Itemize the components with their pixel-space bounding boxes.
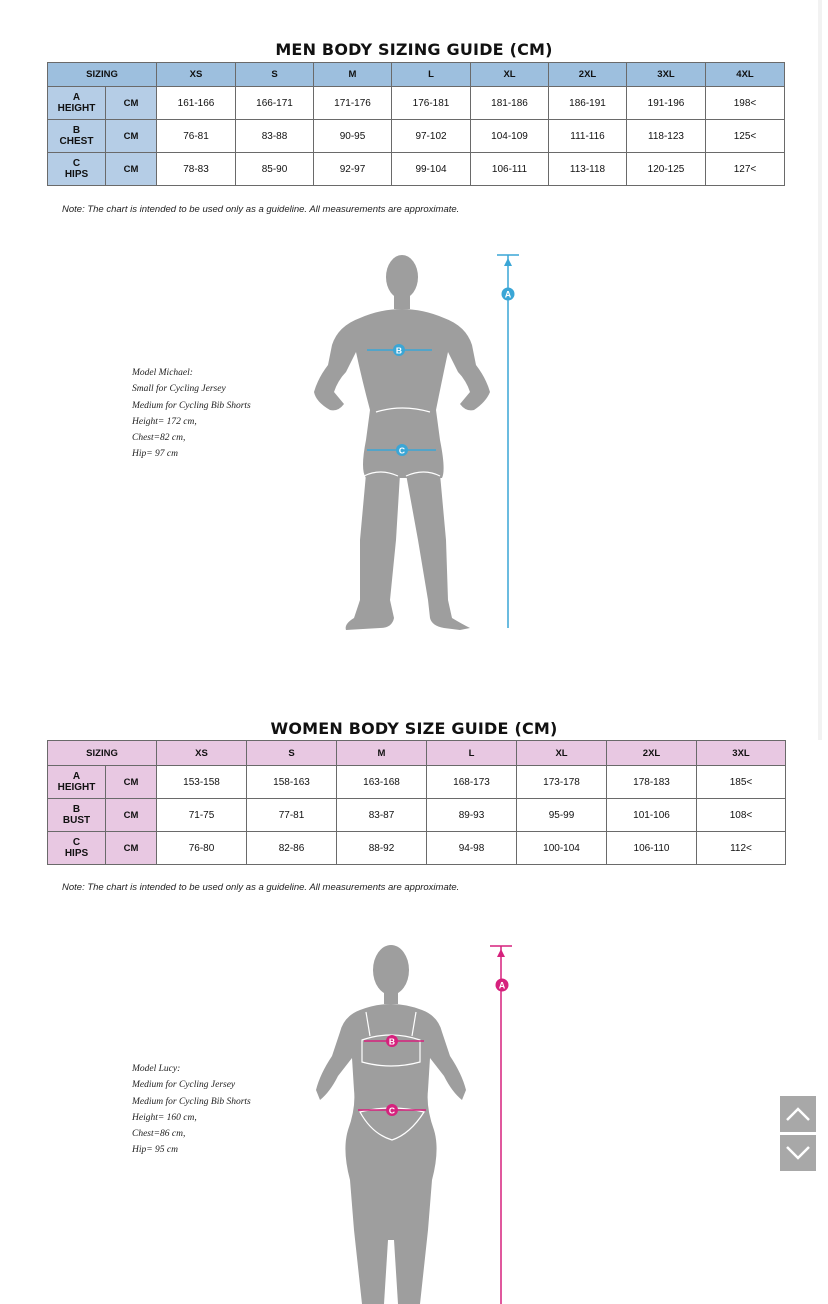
women-cell: 158-163: [247, 766, 337, 799]
men-cell: 111-116: [549, 120, 627, 153]
men-marker-a-label: A: [504, 289, 512, 300]
women-cell: 89-93: [427, 799, 517, 832]
model-line: Model Michael:: [132, 368, 193, 378]
women-guide-title: WOMEN BODY SIZE GUIDE (CM): [270, 719, 558, 738]
women-cell: 76-80: [157, 832, 247, 865]
women-cell: 95-99: [517, 799, 607, 832]
men-guide-title: MEN BODY SIZING GUIDE (CM): [275, 40, 553, 59]
men-cell: 120-125: [627, 153, 706, 186]
women-size-header: 2XL: [607, 741, 697, 766]
men-sizing-header: SIZING: [48, 63, 157, 87]
women-cell: 112<: [697, 832, 786, 865]
model-line: Height= 172 cm,: [132, 416, 197, 427]
women-size-header: XS: [157, 741, 247, 766]
women-cell: 71-75: [157, 799, 247, 832]
men-cell: 106-111: [471, 153, 549, 186]
men-row-label: C HIPS: [48, 153, 106, 186]
model-line: Height= 160 cm,: [132, 1112, 197, 1123]
men-cell: 97-102: [392, 120, 471, 153]
model-line: Medium for Cycling Bib Shorts: [132, 400, 251, 411]
men-cell: 161-166: [157, 87, 236, 120]
women-row-height: [48, 766, 786, 799]
men-note: Note: The chart is intended to be used only as a guideline. All measurements are approximate.: [62, 204, 460, 215]
women-cell: 163-168: [337, 766, 427, 799]
women-cell: 185<: [697, 766, 786, 799]
women-size-table: [47, 740, 786, 865]
chevron-up-icon: [784, 1104, 812, 1124]
women-marker-c-label: C: [388, 1105, 396, 1116]
men-cell: 85-90: [236, 153, 314, 186]
women-cell: 106-110: [607, 832, 697, 865]
women-sizing-header: SIZING: [48, 741, 157, 766]
chevron-down-icon: [784, 1143, 812, 1163]
scroll-up-button[interactable]: [780, 1096, 816, 1132]
women-header-row: [48, 741, 786, 766]
women-cell: 94-98: [427, 832, 517, 865]
men-cell: 118-123: [627, 120, 706, 153]
women-row-bust: [48, 799, 786, 832]
women-marker-a-label: A: [498, 980, 506, 991]
women-height-measure-line: [490, 946, 512, 1304]
women-size-header: 3XL: [697, 741, 786, 766]
men-cell: 90-95: [314, 120, 392, 153]
women-cell: 168-173: [427, 766, 517, 799]
men-cell: 104-109: [471, 120, 549, 153]
men-cell: 191-196: [627, 87, 706, 120]
women-cell: 108<: [697, 799, 786, 832]
men-cell: 83-88: [236, 120, 314, 153]
women-cell: 173-178: [517, 766, 607, 799]
model-line: Chest=82 cm,: [132, 433, 186, 444]
men-row-label: B CHEST: [48, 120, 106, 153]
women-row-label: C HIPS: [48, 832, 106, 865]
men-cell: 113-118: [549, 153, 627, 186]
men-size-header: L: [392, 63, 471, 87]
women-row-label: A HEIGHT: [48, 766, 106, 799]
women-row-unit: CM: [106, 799, 157, 832]
men-cell: 176-181: [392, 87, 471, 120]
men-row-unit: CM: [106, 87, 157, 120]
scroll-down-button[interactable]: [780, 1135, 816, 1171]
women-cell: 101-106: [607, 799, 697, 832]
men-cell: 99-104: [392, 153, 471, 186]
men-cell: 76-81: [157, 120, 236, 153]
men-height-measure-line: [497, 255, 519, 628]
women-row-unit: CM: [106, 832, 157, 865]
men-cell: 166-171: [236, 87, 314, 120]
model-line: Hip= 97 cm: [132, 449, 178, 460]
men-cell: 92-97: [314, 153, 392, 186]
women-row-label: B BUST: [48, 799, 106, 832]
men-row-unit: CM: [106, 120, 157, 153]
women-row-unit: CM: [106, 766, 157, 799]
model-line: Medium for Cycling Jersey: [132, 1080, 236, 1091]
women-cell: 153-158: [157, 766, 247, 799]
men-cell: 198<: [706, 87, 785, 120]
women-row-hips: [48, 832, 786, 865]
women-cell: 77-81: [247, 799, 337, 832]
women-cell: 82-86: [247, 832, 337, 865]
female-silhouette: [316, 945, 466, 1304]
men-size-header: 3XL: [627, 63, 706, 87]
men-marker-c-label: C: [398, 445, 406, 456]
men-cell: 127<: [706, 153, 785, 186]
men-cell: 171-176: [314, 87, 392, 120]
women-note: Note: The chart is intended to be used only as a guideline. All measurements are approximate.: [62, 882, 460, 893]
model-line: Model Lucy:: [132, 1064, 181, 1074]
model-line: Small for Cycling Jersey: [132, 384, 226, 395]
model-line: Chest=86 cm,: [132, 1129, 186, 1140]
women-height-arrow-icon: [497, 949, 505, 957]
women-size-header: S: [247, 741, 337, 766]
women-cell: 83-87: [337, 799, 427, 832]
men-marker-b-label: B: [395, 345, 403, 356]
men-size-header: 4XL: [706, 63, 785, 87]
women-marker-b-label: B: [388, 1036, 396, 1047]
women-size-header: XL: [517, 741, 607, 766]
men-height-arrow-icon: [504, 258, 512, 266]
women-cell: 178-183: [607, 766, 697, 799]
women-size-header: M: [337, 741, 427, 766]
women-size-header: L: [427, 741, 517, 766]
men-size-header: S: [236, 63, 314, 87]
men-row-unit: CM: [106, 153, 157, 186]
men-cell: 125<: [706, 120, 785, 153]
men-size-header: M: [314, 63, 392, 87]
women-model-info: [132, 1061, 251, 1159]
women-cell: 100-104: [517, 832, 607, 865]
men-size-header: XS: [157, 63, 236, 87]
male-silhouette: [314, 255, 490, 630]
men-cell: 78-83: [157, 153, 236, 186]
men-cell: 181-186: [471, 87, 549, 120]
model-line: Hip= 95 cm: [132, 1145, 178, 1156]
women-cell: 88-92: [337, 832, 427, 865]
men-cell: 186-191: [549, 87, 627, 120]
men-size-header: 2XL: [549, 63, 627, 87]
model-line: Medium for Cycling Bib Shorts: [132, 1096, 251, 1107]
men-size-header: XL: [471, 63, 549, 87]
men-row-label: A HEIGHT: [48, 87, 106, 120]
